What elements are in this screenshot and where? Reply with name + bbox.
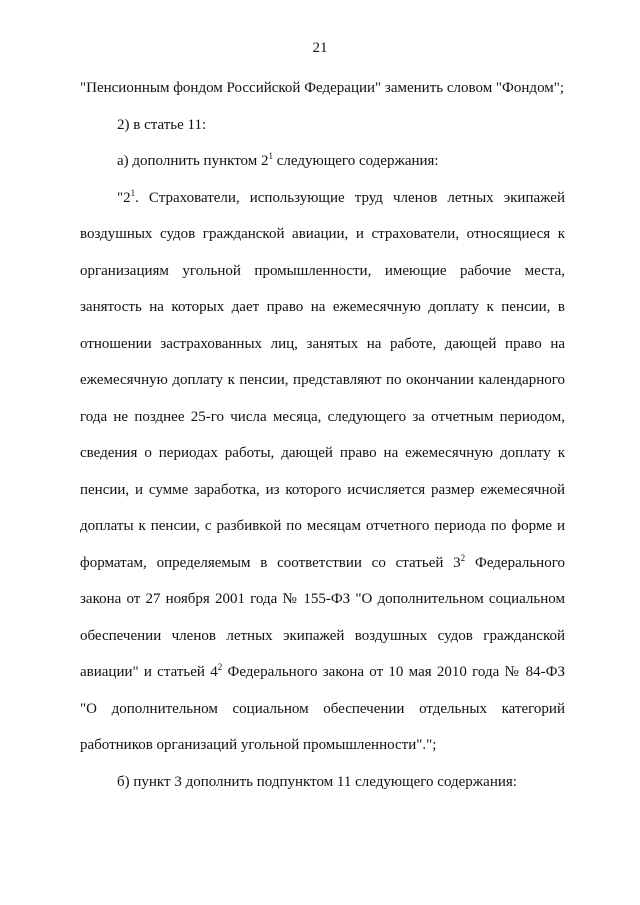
text-segment: следующего содержания: xyxy=(273,153,439,169)
paragraph-article-11: 2) в статье 11: xyxy=(117,116,207,133)
paragraph-point-2-1 xyxy=(80,180,565,764)
text-segment: . Страхователи, использующие труд членов летных экипажей воздушных судов гражданской авиации, и страхователи, относящиеся к организациям угольной промышленности, имеющие рабочие места, занятость на которых дает право на ежемесячную доплату к пенсии, в отношении застрахованных лиц, занятых на работе, дающей право на ежемесячную доплату к пенсии, представляют по окончании календарного года не позднее 25-го числа месяца, следующего за отчетным периодом, сведения о периодах работы, дающей право на ежемесячную доплату к пенсии, и сумме заработка, из которого исчисляется размер ежемесячной доплаты к пенсии, с разбивкой по месяцам отчетного периода по форме и форматам, определяемым в соответствии со статьей 3 xyxy=(80,189,565,571)
paragraph-point-3: б) пункт 3 дополнить подпунктом 11 следующего содержания: xyxy=(117,773,517,790)
text-segment: Федерального закона от 27 ноября 2001 года № 155-ФЗ "О дополнительном социальном обеспечении членов летных экипажей воздушных судов гражданской авиации" и статьей 4 xyxy=(80,554,565,680)
paragraph-add-point xyxy=(80,143,565,180)
superscript: 1 xyxy=(130,187,136,198)
superscript: 2 xyxy=(217,662,223,672)
text-segment: а) дополнить пунктом 2 xyxy=(117,153,269,169)
text-segment: Федерального закона от 10 мая 2010 года № 84-ФЗ "О дополнительном социальном обеспечении отдельных категорий работников организаций угольной промышленности"."; xyxy=(80,664,566,753)
superscript: 1 xyxy=(268,151,274,161)
page-number: 21 xyxy=(312,40,328,56)
superscript: 2 xyxy=(460,552,466,563)
paragraph-fund-replacement: "Пенсионным фондом Российской Федерации" заменить словом "Фондом"; xyxy=(80,80,565,96)
document-body xyxy=(80,70,565,800)
text-segment: "2 xyxy=(117,189,131,206)
